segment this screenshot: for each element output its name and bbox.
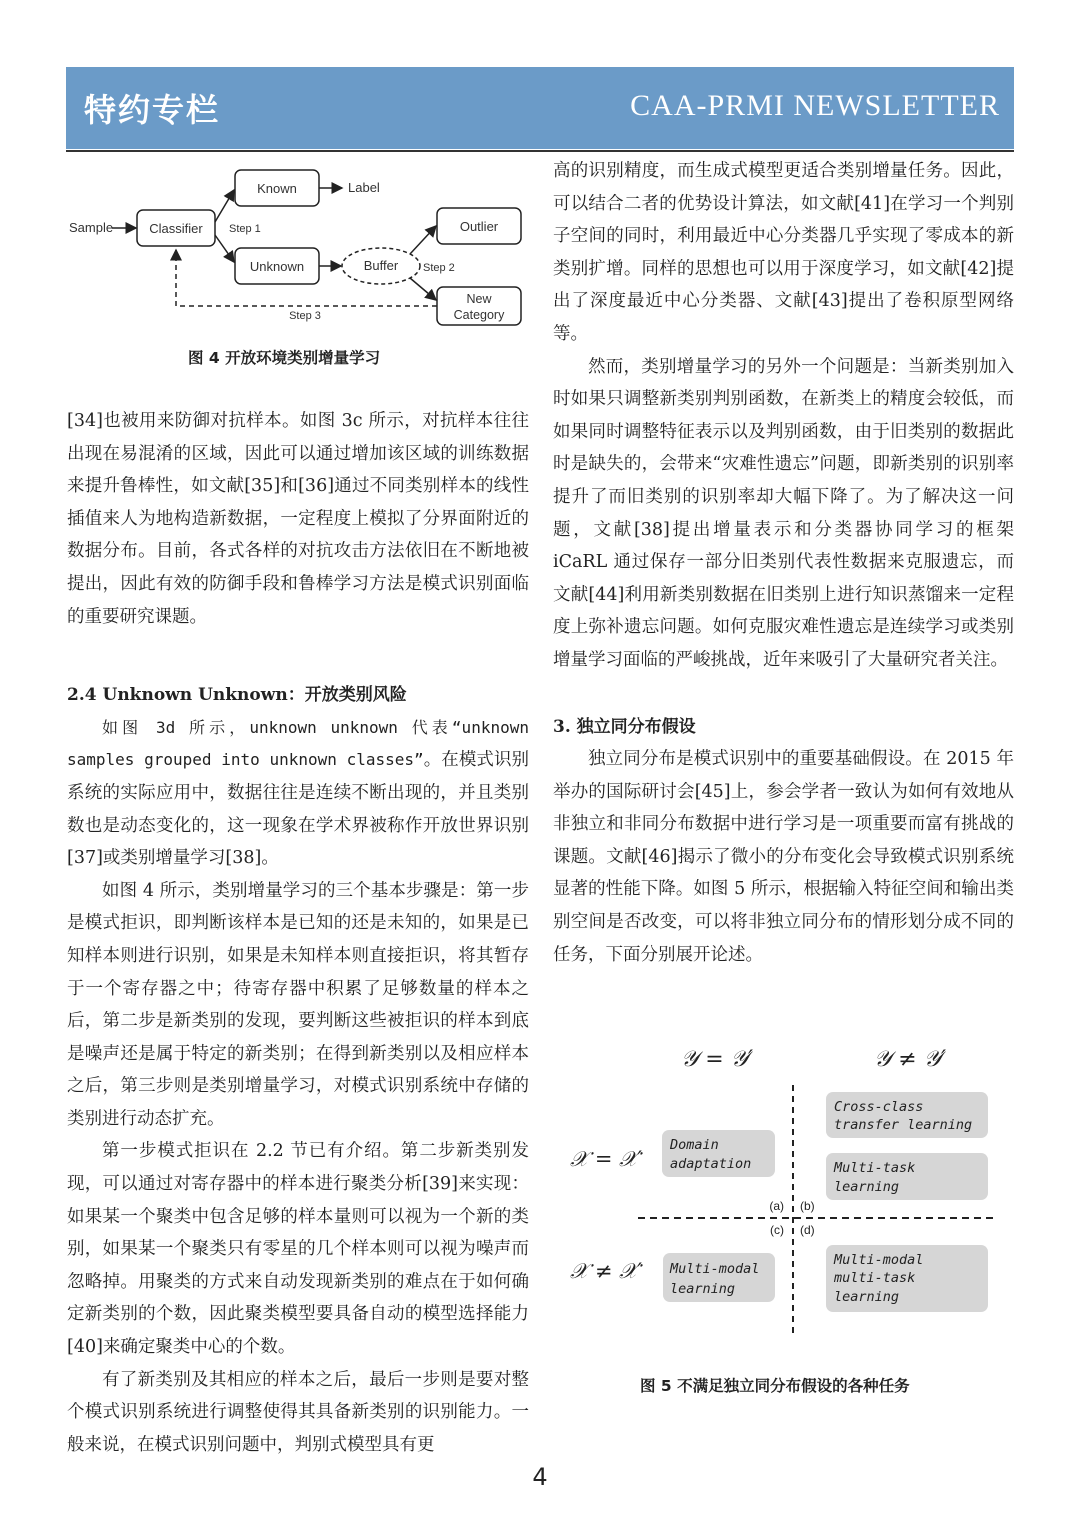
figure-5-diagram [560,1040,1010,1345]
mmmt-line-3: learning [834,1289,900,1305]
domain-adaptation-line-2: adaptation [670,1156,752,1172]
section-heading-3: 3. 独立同分布假设 [553,716,696,737]
sample-label: Sample [69,220,114,235]
paragraph: [34]也被用来防御对抗样本。如图 3c 所示，对抗样本往往出现在易混淆的区域，因此可以通过增加该区域的训练数据来提升鲁棒性，如文献[35]和[36]通过不同类别样本的线性插值来人为地构造新数据，一定程度上模拟了分界面附近的数据分布。目前，各式各样的对抗攻击方法依旧在不断地被提出，因此有效的防御手段和鲁棒学习方法是模式识别面临的重要研究课题。 [67,411,529,627]
quadrant-c: (c) [770,1223,784,1237]
paragraph-text: 。在模式识别系统的实际应用中，数据往往是连续不断出现的，并且类别数也是动态变化的，这一现象在学术界被称作开放世界识别[37]或类别增量学习[38]。 [67,750,530,869]
quadrant-d: (d) [800,1223,815,1237]
paragraph: 第一步模式拒识在 2.2 节已有介绍。第二步新类别发现，可以通过对寄存器中的样本进行聚类分析[39]来实现：如果某一个聚类中包含足够的样本量则可以视为一个新的类别，如果某一个聚类只有零星的几个样本则可以视为噪声而忽略掉。用聚类的方式来自动发现新类别的难点在于如何确定新类别的个数，因此聚类模型要具备自动的模型选择能力[40]来确定聚类中心的个数。 [67,1141,529,1358]
page-number: 4 [532,1463,548,1491]
paragraph: 高的识别精度，而生成式模型更适合类别增量任务。因此，可以结合二者的优势设计算法，如文献[41]在学习一个判别子空间的同时，利用最近中心分类器几乎实现了零成本的新类别扩增。同样的思想也可以用于深度学习，如文献[42]提出了深度最近中心分类器、文献[43]提出了卷积原型网络等。 [553,161,1014,344]
multi-modal-line-2: learning [670,1281,736,1297]
mmmt-line-1: Multi-modal [834,1252,924,1268]
figure-5-caption: 图 5 不满足独立同分布假设的各种任务 [640,1377,910,1395]
quadrant-a: (a) [769,1199,784,1213]
newsletter-title: CAA-PRMI NEWSLETTER [630,89,1000,122]
left-column [67,405,529,1461]
new-category-label-1: New [466,292,492,306]
figure-4-caption: 图 4 开放环境类别增量学习 [188,349,381,367]
mmmt-line-2: multi-task [834,1270,916,1286]
header-banner [66,67,1014,149]
x-equal-label: 𝒳 = 𝒳′ [570,1147,642,1171]
buffer-label: Buffer [363,258,399,273]
multi-modal-line-1: Multi-modal [670,1261,760,1277]
y-notequal-header: 𝒴 ≠ 𝒴′ [874,1047,946,1072]
outlier-label: Outlier [459,219,499,234]
cross-class-line-2: transfer learning [834,1117,973,1133]
multi-task-line-2: learning [834,1179,900,1195]
step-3-label: Step 3 [289,310,321,322]
new-category-label-2: Category [453,308,505,322]
paragraph [67,712,529,875]
paragraph: 独立同分布是模式识别中的重要基础假设。在 2015 年举办的国际研讨会[45]上，参会学者一致认为如何有效地从非独立和非同分布数据中进行学习是一项重要而富有挑战的课题。文献[46]揭示了微小的分布变化会导致模式识别系统显著的性能下降。如图 5 所示，根据输入特征空间和输出类别空间是否改变，可以将非独立同分布的情形划分成不同的任务，下面分别展开论述。 [553,749,1014,965]
paragraph: 如图 4 所示，类别增量学习的三个基本步骤是：第一步是模式拒识，即判断该样本是已知的还是未知的，如果是已知样本则进行识别，如果是未知样本则直接拒识，将其暂存于一个寄存器之中；待寄存器中积累了足够数量的样本之后，第二步是新类别的发现，要判断这些被拒识的样本到底是噪声还是属于特定的新类别；在得到新类别以及相应样本之后，第三步则是类别增量学习，对模式识别系统中存储的类别进行动态扩充。 [67,880,529,1129]
step-2-label: Step 2 [423,262,455,274]
header-rule [66,150,1014,152]
unknown-label: Unknown [249,259,305,274]
figure-4-diagram [62,160,532,335]
multi-task-line-1: Multi-task [834,1160,916,1176]
quote-text: 如图 3d 所示，unknown unknown 代表“unknown samples grouped into unknown classes” [67,717,529,770]
cross-class-line-1: Cross-class [834,1099,924,1115]
y-equal-header: 𝒴 = 𝒴′ [681,1047,753,1072]
label-node: Label [348,180,380,195]
section-heading-2-4: 2.4 Unknown Unknown：开放类别风险 [67,685,407,706]
classifier-label: Classifier [149,221,203,236]
domain-adaptation-line-1: Domain [670,1137,719,1153]
right-column [553,155,1014,971]
known-label: Known [257,181,297,196]
paragraph: 然而，类别增量学习的另外一个问题是：当新类别加入时如果只调整新类别判别函数，在新类上的精度会较低，而如果同时调整特征表示以及判别函数，由于旧类别的数据此时是缺失的，会带来“灾难性遗忘”问题，即新类别的识别率提升了而旧类别的识别率却大幅下降了。为了解决这一问题，文献[38]提出增量表示和分类器协同学习的框架 iCaRL 通过保存一部分旧类别代表性数据来克服遗忘，而文献[44]利用新类别数据在旧类别上进行知识蒸馏来一定程度上弥补遗忘问题。如何克服灾难性遗忘是连续学习或类别增量学习面临的严峻挑战，近年来吸引了大量研究者关注。 [553,356,1014,670]
step-1-label: Step 1 [229,223,261,235]
column-title: 特约专栏 [84,91,221,129]
quadrant-b: (b) [800,1199,815,1213]
paragraph: 有了新类别及其相应的样本之后，最后一步则是要对整个模式识别系统进行调整使得其具备新类别的识别能力。一般来说，在模式识别问题中，判别式模型具有更 [67,1369,529,1455]
x-notequal-label: 𝒳 ≠ 𝒳′ [570,1259,642,1283]
